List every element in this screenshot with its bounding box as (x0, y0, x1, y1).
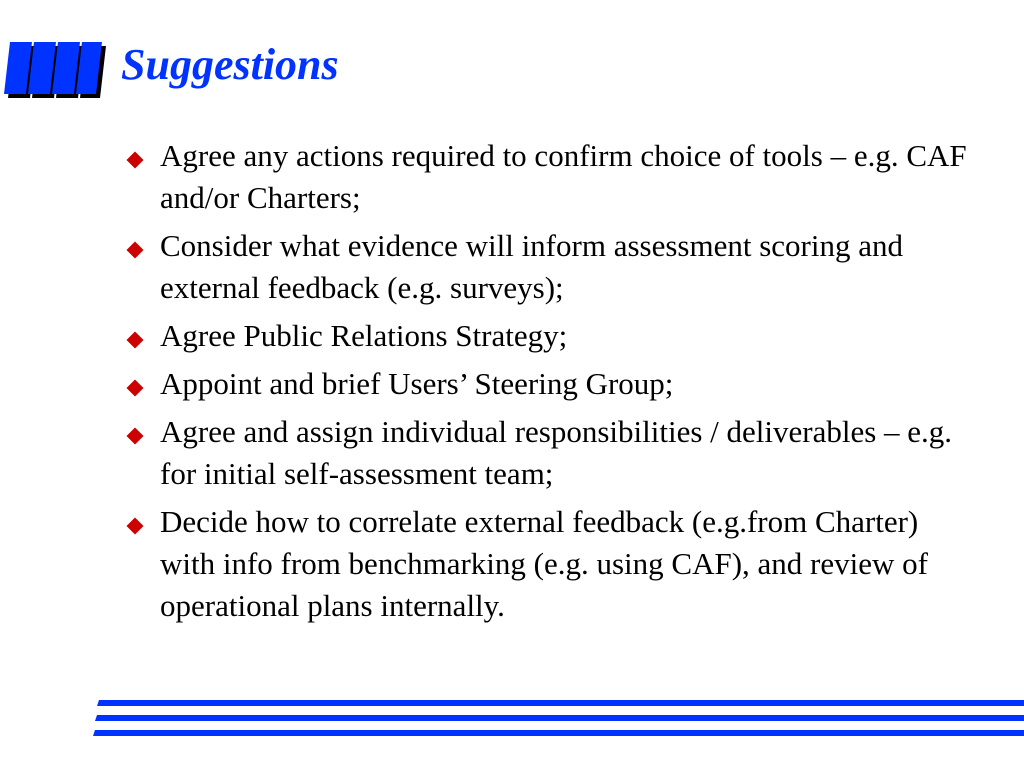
bullet-text: Consider what evidence will inform assessment scoring and external feedback (e.g. surveys); (160, 228, 903, 305)
diamond-bullet-icon (127, 332, 144, 349)
diamond-bullet-icon (127, 242, 144, 259)
bullet-item-3 (120, 315, 980, 357)
diamond-bullet-icon (127, 518, 144, 535)
diamond-bullet-icon (127, 428, 144, 445)
bullet-item-2 (120, 225, 980, 309)
bullet-item-4 (120, 363, 980, 405)
diamond-bullet-icon (127, 380, 144, 397)
slanted-bars-logo-icon (0, 42, 110, 100)
footer-stripes-icon (93, 700, 1024, 736)
bullet-item-1 (120, 135, 980, 219)
diamond-bullet-icon (127, 152, 144, 169)
bullet-item-5 (120, 411, 980, 495)
slide-title: Suggestions (121, 40, 339, 89)
bullet-text: Appoint and brief Users’ Steering Group; (160, 366, 674, 401)
bullet-item-6 (120, 501, 980, 627)
bullet-text: Agree and assign individual responsibilities / deliverables – e.g. for initial self-assessment team; (160, 414, 953, 491)
bullet-text: Agree Public Relations Strategy; (160, 318, 568, 353)
bullet-text: Decide how to correlate external feedback (e.g.from Charter) with info from benchmarking (e.g. using CAF), and review of operational plans internally. (160, 504, 928, 623)
bullet-text: Agree any actions required to confirm choice of tools – e.g. CAF and/or Charters; (160, 138, 967, 215)
bullet-list (120, 135, 980, 633)
